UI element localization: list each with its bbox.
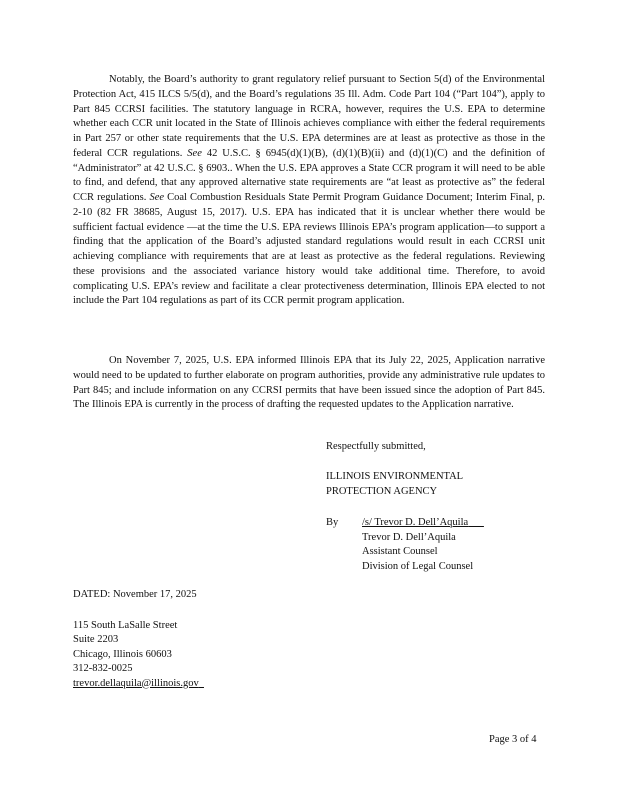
signature-line: /s/ Trevor D. Dell’Aquila [362, 517, 469, 528]
address-line-1: 115 South LaSalle Street [73, 619, 178, 631]
phone-number: 312-832-0025 [73, 663, 133, 674]
footer-block [73, 588, 204, 691]
signatory-division: Division of Legal Counsel [362, 560, 474, 572]
signatory-lines [362, 516, 484, 574]
address-line-2: Suite 2203 [73, 634, 119, 645]
dated-line: DATED: November 17, 2025 [73, 589, 197, 600]
by-label: By [326, 517, 339, 528]
signatory-title: Assistant Counsel [362, 546, 438, 557]
agency-name [326, 470, 463, 499]
signature-closing: Respectfully submitted, [326, 441, 426, 452]
paragraph-1-segment: Coal Combustion Residuals State Permit Program Guidance Document; Interim Final, p. 2-10 (82 FR 38685, August 15, 2017). U.S. EPA has indicated that it is unclear whether there would be sufficient factual evidence —at the time the U.S. EPA reviews Illinois EPA’s program application—to support a finding that the application of the Board’s adjusted standard regulations would result in each CCRSI unit achieving compliance with requirements that are at least as protective as the federal regulations. Reviewing these provisions and the associated variance history would take additional time. Therefore, to avoid complicating U.S. EPA’s review and facilitate a clear protectiveness determination, Illinois EPA elected to not include the Part 104 regulations as part of its CCR permit program application. [73, 192, 545, 307]
signatory-name: Trevor D. Dell’Aquila [362, 531, 456, 543]
paragraph-1-segment: See [149, 192, 165, 203]
body-paragraph-2: On November 7, 2025, U.S. EPA informed Illinois EPA that its July 22, 2025, Application narrative would need to be updated to further elaborate on program authorities, provide any administrative rule updates to Part 845; and include information on any CCRSI permits that have been issued since the adoption of Part 845. The Illinois EPA is currently in the process of drafting the requested updates to the Application narrative. [73, 355, 545, 411]
agency-line-2: PROTECTION AGENCY [326, 485, 438, 497]
body-paragraph-1 [73, 73, 545, 309]
signature-underline-tail [468, 517, 484, 528]
email-link[interactable]: trevor.dellaquila@illinois.gov [73, 677, 199, 689]
paragraph-1-segment: Notably, the Board’s authority to grant regulatory relief pursuant to Section 5(d) of the Environmental Protection Act, 415 ILCS 5/5(d), and the Board’s regulations 35 Ill. Adm. Code Part 104 (“Part 104”), apply to Part 845 CCRSI facilities. The statutory language in RCRA, however, requires the U.S. EPA to determine whether each CCR unit located in the State of Illinois achieves compliance with either the federal requirements in Part 257 or other state requirements that the U.S. EPA determines are at least as protective as those in the federal CCR regulations. [73, 74, 545, 159]
email-underline-tail [199, 678, 204, 689]
paragraph-1-segment: 42 U.S.C. § 6945(d)(1)(B), (d)(1)(B)(ii) and (d)(1)(C) and the definition of “Administrator” at 42 U.S.C. § 6903.. When the U.S. EPA approves a State CCR program it will need to be able to find, and defend, that any approved alternative state requirements are “at least as protective as” the federal CCR regulations. [73, 147, 545, 203]
address-line-3: Chicago, Illinois 60603 [73, 648, 172, 660]
agency-line-1: ILLINOIS ENVIRONMENTAL [326, 471, 464, 482]
page-number: Page 3 of 4 [489, 734, 537, 745]
paragraph-1-segment: See [187, 147, 202, 159]
footer-spacer [73, 603, 204, 619]
